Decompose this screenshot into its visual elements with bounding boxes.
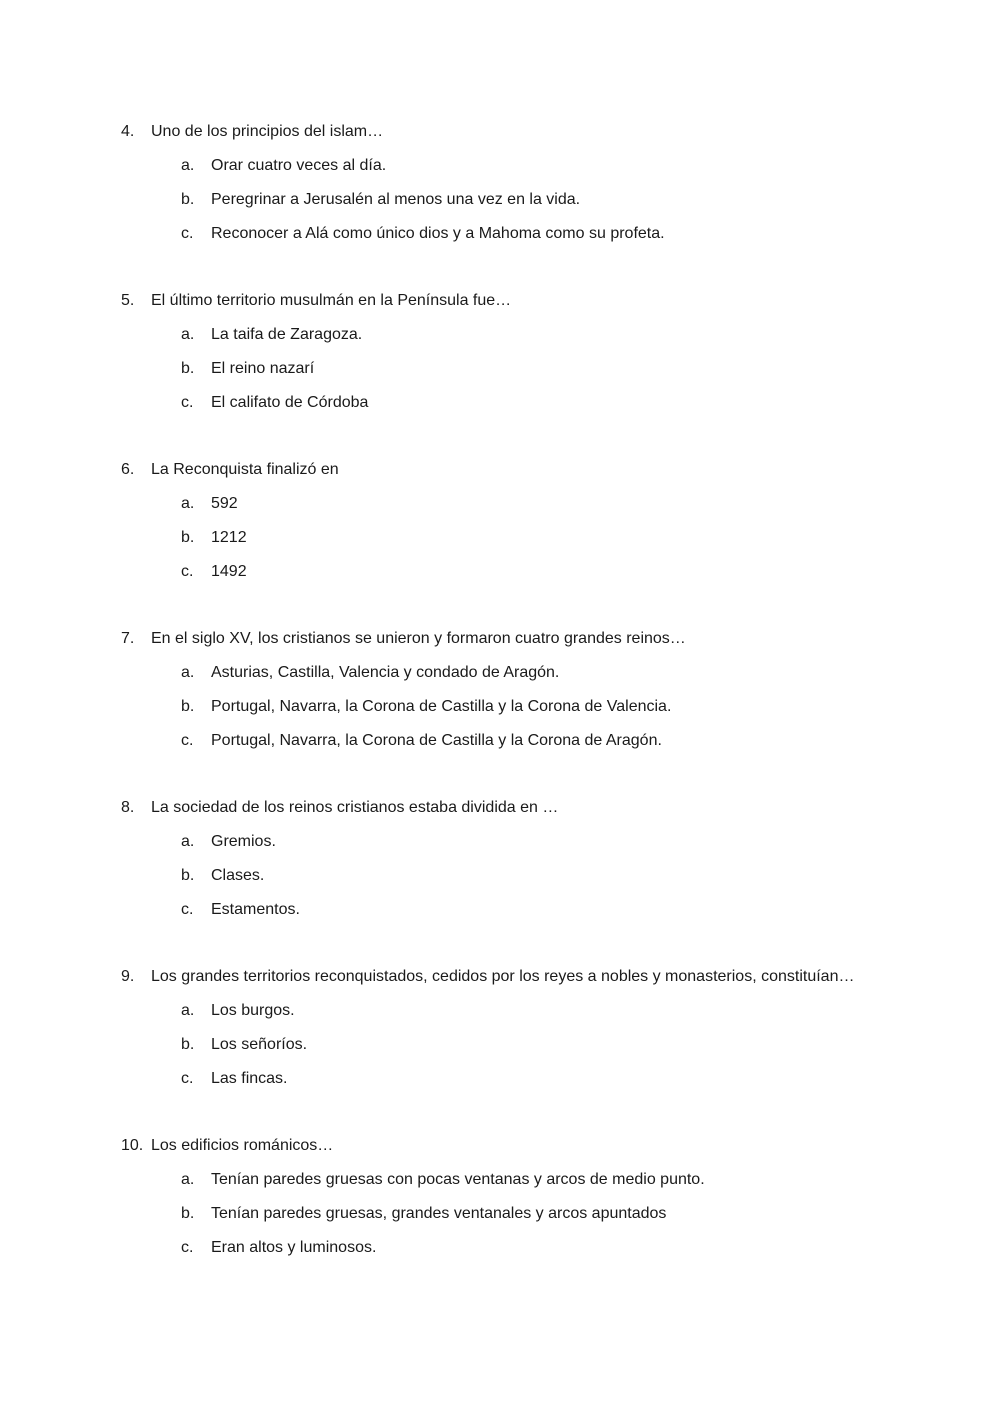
option-letter: a. [181,664,195,681]
option-text: El reino nazarí [211,360,315,377]
question-text: La sociedad de los reinos cristianos estaba dividida en … [151,799,559,816]
option-text: Tenían paredes gruesas con pocas ventanas y arcos de medio punto. [211,1171,705,1188]
option-text: Peregrinar a Jerusalén al menos una vez en la vida. [211,191,581,208]
option-text: Tenían paredes gruesas, grandes ventanales y arcos apuntados [211,1205,667,1222]
question-4 [121,115,981,251]
option-c [121,1062,981,1096]
option-b [121,183,981,217]
option-a [121,487,981,521]
question-text: En el siglo XV, los cristianos se unieron y formaron cuatro grandes reinos… [151,630,686,647]
option-a [121,825,981,859]
option-a [121,318,981,352]
question-number: 10. [121,1137,144,1154]
option-text: Orar cuatro veces al día. [211,157,387,174]
option-letter: a. [181,495,195,512]
option-letter: c. [181,563,194,580]
option-text: La taifa de Zaragoza. [211,326,363,343]
question-10 [121,1129,981,1265]
option-text: Clases. [211,867,265,884]
option-letter: c. [181,901,194,918]
question-text: El último territorio musulmán en la Península fue… [151,292,512,309]
option-letter: b. [181,867,195,884]
option-letter: a. [181,833,195,850]
option-letter: a. [181,157,195,174]
option-b [121,521,981,555]
option-a [121,994,981,1028]
option-letter: b. [181,191,195,208]
option-a [121,1163,981,1197]
question-number: 4. [121,123,135,140]
question-header [121,1129,981,1163]
question-7 [121,622,981,758]
option-text: 592 [211,495,238,512]
option-c [121,555,981,589]
option-b [121,352,981,386]
option-c [121,386,981,420]
option-text: El califato de Córdoba [211,394,369,411]
question-8 [121,791,981,927]
option-letter: c. [181,1070,194,1087]
question-header [121,115,981,149]
option-b [121,859,981,893]
question-9 [121,960,981,1096]
option-letter: b. [181,1036,195,1053]
option-text: Gremios. [211,833,276,850]
option-c [121,1231,981,1265]
question-text: Los grandes territorios reconquistados, cedidos por los reyes a nobles y monasterios, constituían… [151,968,855,985]
option-letter: b. [181,698,195,715]
option-text: Portugal, Navarra, la Corona de Castilla y la Corona de Valencia. [211,698,672,715]
option-letter: b. [181,1205,195,1222]
option-b [121,690,981,724]
option-c [121,217,981,251]
option-text: 1492 [211,563,247,580]
option-b [121,1197,981,1231]
option-text: Los señoríos. [211,1036,308,1053]
option-letter: c. [181,1239,194,1256]
option-letter: c. [181,394,194,411]
option-a [121,656,981,690]
question-number: 8. [121,799,135,816]
question-text: La Reconquista finalizó en [151,461,339,478]
question-header [121,284,981,318]
question-text: Los edificios románicos… [151,1137,334,1154]
option-text: Portugal, Navarra, la Corona de Castilla y la Corona de Aragón. [211,732,662,749]
question-text: Uno de los principios del islam… [151,123,384,140]
question-header [121,960,981,994]
question-number: 5. [121,292,135,309]
option-text: Las fincas. [211,1070,288,1087]
question-number: 6. [121,461,135,478]
option-letter: b. [181,529,195,546]
option-text: Asturias, Castilla, Valencia y condado de Aragón. [211,664,560,681]
option-letter: b. [181,360,195,377]
option-text: Los burgos. [211,1002,295,1019]
question-number: 7. [121,630,135,647]
question-header [121,622,981,656]
question-number: 9. [121,968,135,985]
option-letter: c. [181,225,194,242]
question-5 [121,284,981,420]
question-header [121,453,981,487]
option-a [121,149,981,183]
question-header [121,791,981,825]
option-letter: a. [181,1002,195,1019]
option-letter: a. [181,326,195,343]
option-text: Estamentos. [211,901,300,918]
option-text: Eran altos y luminosos. [211,1239,377,1256]
option-c [121,724,981,758]
option-letter: c. [181,732,194,749]
option-text: Reconocer a Alá como único dios y a Mahoma como su profeta. [211,225,665,242]
option-letter: a. [181,1171,195,1188]
option-b [121,1028,981,1062]
option-text: 1212 [211,529,247,546]
option-c [121,893,981,927]
question-6 [121,453,981,589]
